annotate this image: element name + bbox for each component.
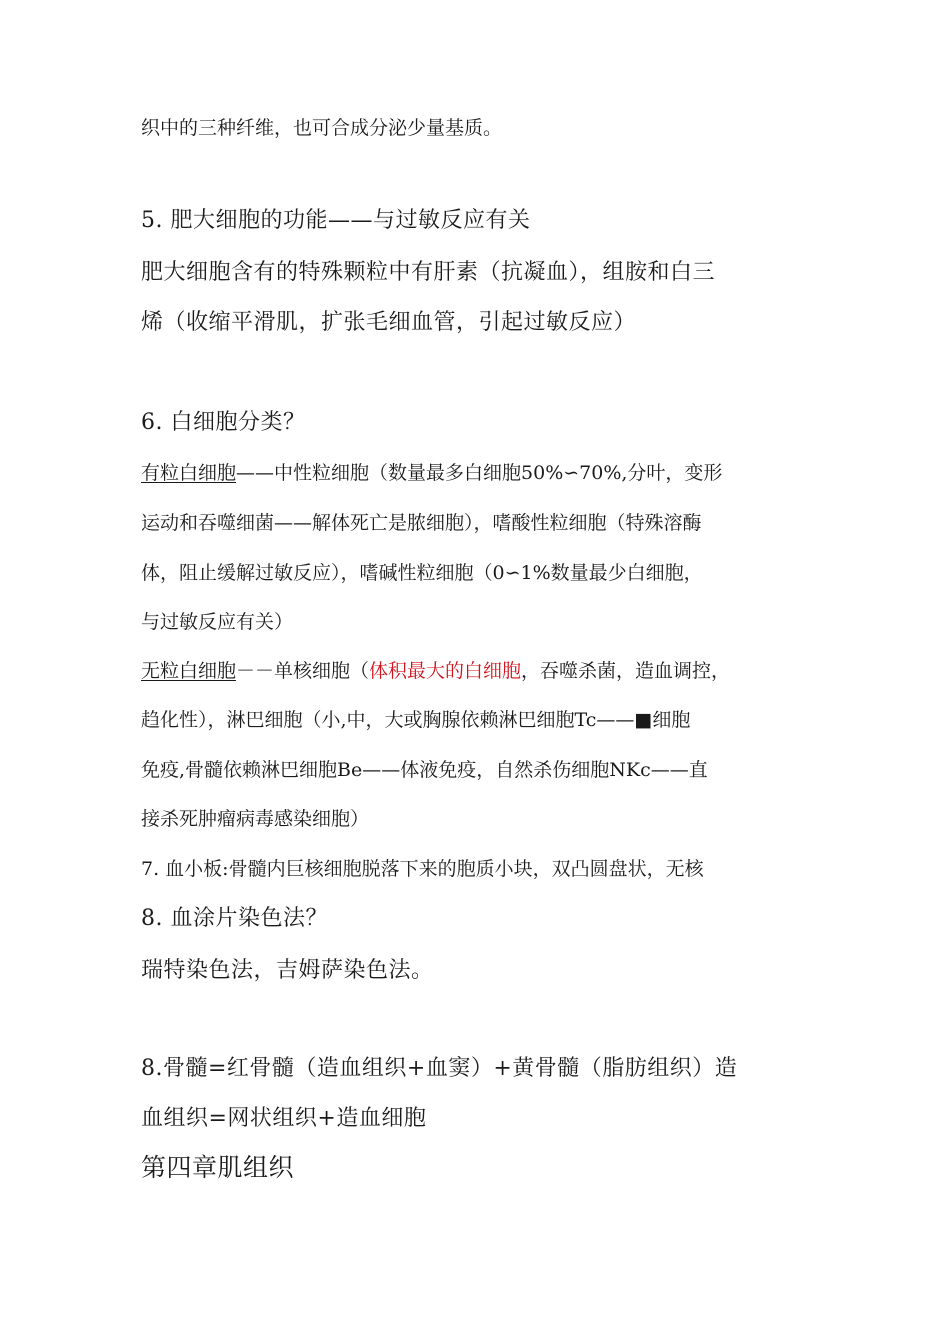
- text-segment: －－单核细胞（: [236, 660, 370, 682]
- text-line: 与过敏反应有关）: [141, 611, 294, 633]
- text-line: 瑞特染色法，吉姆萨染色法。: [141, 958, 434, 983]
- text-line: 肥大细胞含有的特殊颗粒中有肝素（抗凝血），组胺和白三: [141, 260, 716, 285]
- text-line: 运动和吞噬细菌——解体死亡是脓细胞），嗜酸性粒细胞（特殊溶酶: [141, 512, 702, 534]
- text-line: 烯（收缩平滑肌，扩张毛细血管，引起过敏反应）: [141, 310, 637, 335]
- text-segment: ——中性粒细胞（数量最多白细胞50%∽70%,分叶，变形: [236, 462, 723, 484]
- underlined-term: 有粒白细胞: [141, 462, 237, 484]
- text-line: [141, 656, 730, 683]
- chapter-title: 第四章肌组织: [141, 1153, 295, 1182]
- text-line: 血组织=网状组织+造血细胞: [141, 1106, 427, 1131]
- text-line: 体，阻止缓解过敏反应），嗜碱性粒细胞（0∽1%数量最少白细胞，: [141, 562, 703, 584]
- text-line: [141, 458, 722, 485]
- text-line: 8.骨髓=红骨髓（造血组织+血窦）+黄骨髓（脂肪组织）造: [141, 1056, 738, 1081]
- text-line: 免疫,骨髓依赖淋巴细胞Be——体液免疫，自然杀伤细胞NKc——直: [141, 759, 708, 781]
- text-line: 趋化性），淋巴细胞（小,中，大或胸腺依赖淋巴细胞Tc——■细胞: [141, 709, 691, 731]
- section-heading: 8. 血涂片染色法？: [141, 906, 328, 931]
- text-line: 7. 血小板:骨髓内巨核细胞脱落下来的胞质小块，双凸圆盘状，无核: [141, 858, 704, 880]
- section-heading: 6. 白细胞分类？: [141, 410, 306, 435]
- text-line: 接杀死肿瘤病毒感染细胞）: [141, 808, 370, 830]
- highlighted-text: 体积最大的白细胞: [369, 660, 522, 682]
- text-segment: ，吞噬杀菌，造血调控，: [521, 660, 731, 682]
- section-heading: 5. 肥大细胞的功能——与过敏反应有关: [141, 208, 531, 233]
- underlined-term: 无粒白细胞: [141, 660, 237, 682]
- text-line: 织中的三种纤维，也可合成分泌少量基质。: [141, 117, 503, 139]
